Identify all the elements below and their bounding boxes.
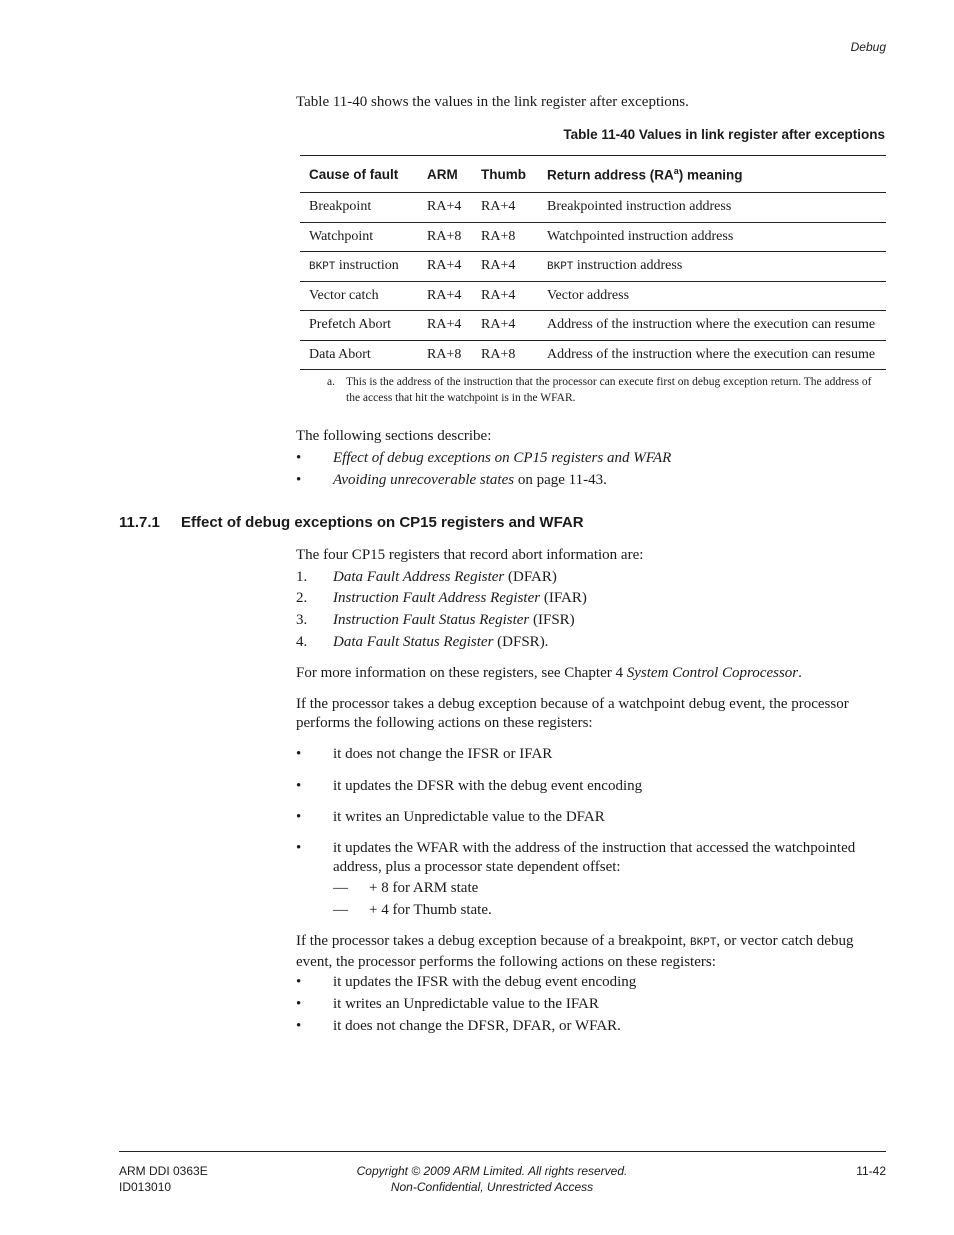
list-number: 1. [296, 569, 308, 585]
more-info-paragraph: For more information on these registers, see Chapter 4 System Control Coprocessor. [296, 665, 802, 681]
cell-meaning: Address of the instruction where the execution can resume [538, 311, 886, 341]
doc-revision: ID013010 [119, 1180, 172, 1194]
cell-cause: Prefetch Abort [300, 311, 418, 341]
footer-left [119, 1163, 208, 1195]
action-item: it updates the IFSR with the debug event encoding [333, 974, 637, 990]
table-row [300, 193, 886, 223]
running-header: Debug [850, 40, 886, 54]
bullet: • [296, 778, 302, 794]
breakpoint-paragraph: If the processor takes a debug exception because of a breakpoint, BKPT, or vector catch debug event, the processor performs the following actions on these registers: [296, 933, 854, 970]
table-row [300, 281, 886, 311]
cell-thumb: RA+4 [472, 281, 538, 311]
intro-paragraph [296, 93, 689, 112]
bullet: • [296, 996, 302, 1012]
section-number: 11.7.1 [119, 514, 160, 531]
cell-meaning: Watchpointed instruction address [538, 222, 886, 252]
cell-arm: RA+8 [418, 340, 472, 370]
offset-item: + 8 for ARM state [369, 880, 479, 896]
section-link[interactable]: Avoiding unrecoverable states [333, 472, 515, 488]
footnote-mark: a. [327, 376, 335, 388]
bullet: • [296, 840, 302, 856]
action-item: it updates the DFSR with the debug event encoding [333, 778, 643, 794]
header-arm: ARM [418, 156, 472, 193]
page-reference-link[interactable]: on page 11-43. [514, 472, 607, 488]
cell-arm: RA+4 [418, 252, 472, 282]
doc-id: ARM DDI 0363E [119, 1164, 208, 1178]
table-row [300, 222, 886, 252]
cell-thumb: RA+8 [472, 222, 538, 252]
header-meaning: Return address $(RA^a)$ meaning [538, 156, 886, 193]
list-number: 2. [296, 590, 308, 606]
dash: — [333, 880, 348, 896]
cell-thumb: RA+4 [472, 311, 538, 341]
section-heading [119, 514, 584, 531]
dash: — [333, 902, 348, 918]
table-reference-link[interactable]: Table 11-40 [296, 94, 368, 110]
bullet: • [296, 809, 302, 825]
header-thumb: Thumb [472, 156, 538, 193]
bullet: • [296, 1018, 302, 1034]
link-register-table [300, 155, 886, 370]
watchpoint-paragraph: If the processor takes a debug exception because of a watchpoint debug event, the processor performs the following actions on these registers: [296, 696, 849, 731]
register-item: Instruction Fault Status Register (IFSR) [333, 612, 575, 628]
cell-meaning: BKPT instruction address [538, 252, 886, 282]
cell-meaning: Vector address [538, 281, 886, 311]
action-item: it does not change the IFSR or IFAR [333, 746, 553, 762]
cell-cause: Vector catch [300, 281, 418, 311]
section-title: Effect of debug exceptions on CP15 registers and WFAR [181, 514, 584, 531]
offset-item: + 4 for Thumb state. [369, 902, 492, 918]
copyright: Copyright © 2009 ARM Limited. All rights reserved. [356, 1164, 628, 1178]
intro-text: shows the values in the link register after exceptions. [367, 94, 689, 110]
cell-arm: RA+8 [418, 222, 472, 252]
bullet: • [296, 746, 302, 762]
list-item [333, 471, 607, 490]
action-item: it updates the WFAR with the address of the instruction that accessed the watchpointed address, plus a processor state dependent offset: [333, 840, 856, 875]
registers-intro: The four CP15 registers that record abort information are: [296, 547, 644, 563]
list-number: 4. [296, 634, 308, 650]
action-item: it writes an Unpredictable value to the IFAR [333, 996, 599, 1012]
cell-cause: Breakpoint [300, 193, 418, 223]
cell-arm: RA+4 [418, 193, 472, 223]
register-item: Data Fault Address Register (DFAR) [333, 569, 557, 585]
register-item: Data Fault Status Register (DFSR). [333, 634, 549, 650]
cell-cause: Data Abort [300, 340, 418, 370]
footer-center [302, 1163, 682, 1195]
table-row [300, 340, 886, 370]
table-header-row [300, 156, 886, 193]
bullet: • [296, 472, 302, 488]
footer-divider [119, 1151, 886, 1152]
table-caption: Table 11-40 Values in link register after exceptions [563, 127, 885, 142]
cell-cause: Watchpoint [300, 222, 418, 252]
cell-meaning: Breakpointed instruction address [538, 193, 886, 223]
chapter-link[interactable]: System Control Coprocessor [626, 665, 799, 681]
bullet: • [296, 450, 302, 466]
header-cause: Cause of fault [300, 156, 418, 193]
cell-thumb: RA+4 [472, 193, 538, 223]
sections-intro: The following sections describe: [296, 428, 492, 444]
cell-thumb: RA+8 [472, 340, 538, 370]
footnote-text: This is the address of the instruction that the processor can execute first on debug exception return. The address of the access that hit the watchpoint is in the WFAR. [346, 376, 872, 404]
action-item: it writes an Unpredictable value to the DFAR [333, 809, 605, 825]
cell-arm: RA+4 [418, 311, 472, 341]
cell-meaning: Address of the instruction where the execution can resume [538, 340, 886, 370]
table-row [300, 252, 886, 282]
cell-arm: RA+4 [418, 281, 472, 311]
table-row [300, 311, 886, 341]
page-number: 11-42 [856, 1164, 886, 1178]
bullet: • [296, 974, 302, 990]
footnote-ref-link[interactable]: a [673, 165, 679, 176]
list-number: 3. [296, 612, 308, 628]
cell-cause: BKPT instruction [300, 252, 418, 282]
action-item: it does not change the DFSR, DFAR, or WFAR. [333, 1018, 621, 1034]
table-footnote [327, 374, 872, 406]
register-item: Instruction Fault Address Register (IFAR) [333, 590, 587, 606]
cell-thumb: RA+4 [472, 252, 538, 282]
list-item [333, 449, 671, 468]
section-link[interactable]: Effect of debug exceptions on CP15 registers and WFAR [333, 450, 672, 466]
access-notice: Non-Confidential, Unrestricted Access [390, 1180, 594, 1194]
